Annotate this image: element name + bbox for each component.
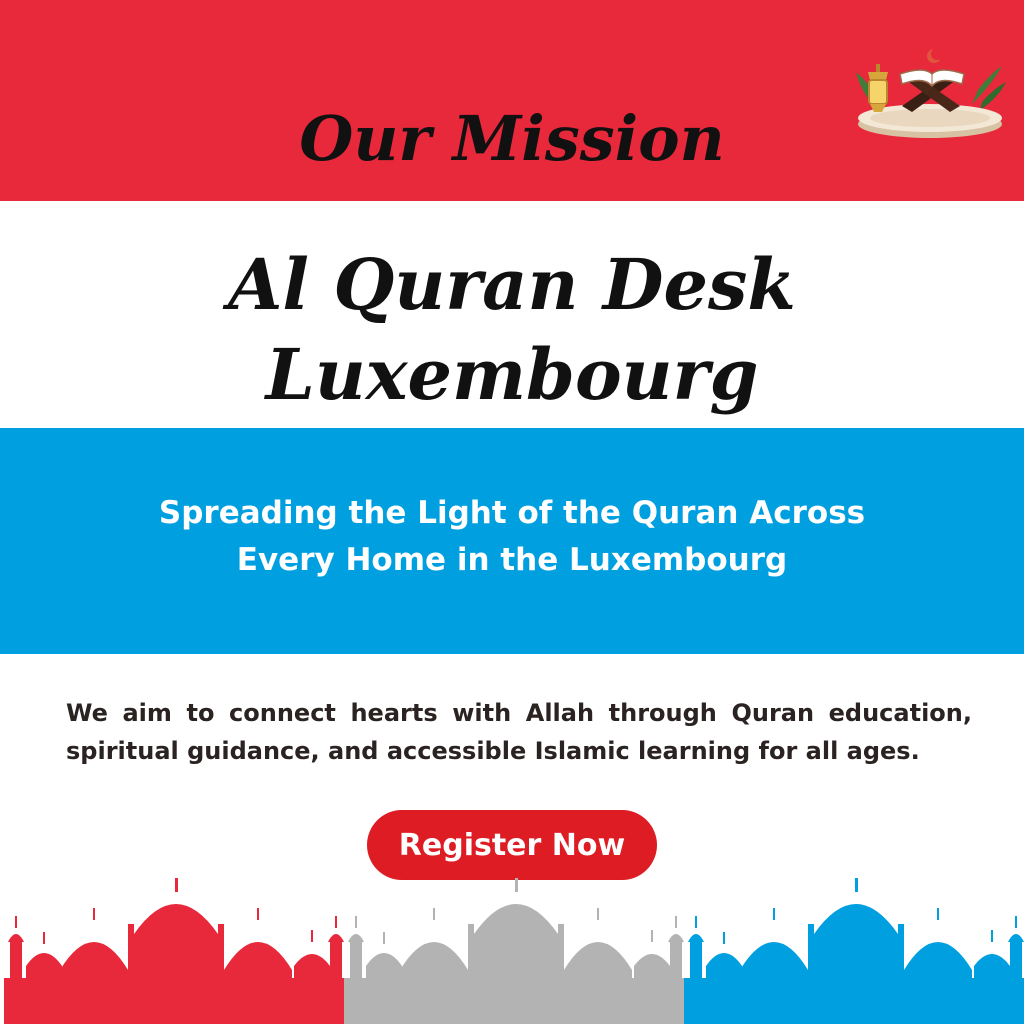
register-now-button[interactable]: Register Now: [367, 810, 657, 880]
tagline-line-2: Every Home in the Luxembourg: [236, 542, 788, 578]
mission-heading: Our Mission: [299, 102, 725, 175]
mosque-skyline-icon: [0, 878, 1024, 1024]
brand-name-line-2: Luxembourg: [265, 333, 759, 416]
tagline: [112, 490, 912, 584]
brand-name-line-1: Al Quran Desk: [228, 243, 796, 326]
tagline-line-1: Spreading the Light of the Quran Across: [158, 495, 866, 531]
mission-description: We aim to connect hearts with Allah through Quran education, spiritual guidance, and accessible Islamic learning for all ages.: [66, 699, 972, 765]
